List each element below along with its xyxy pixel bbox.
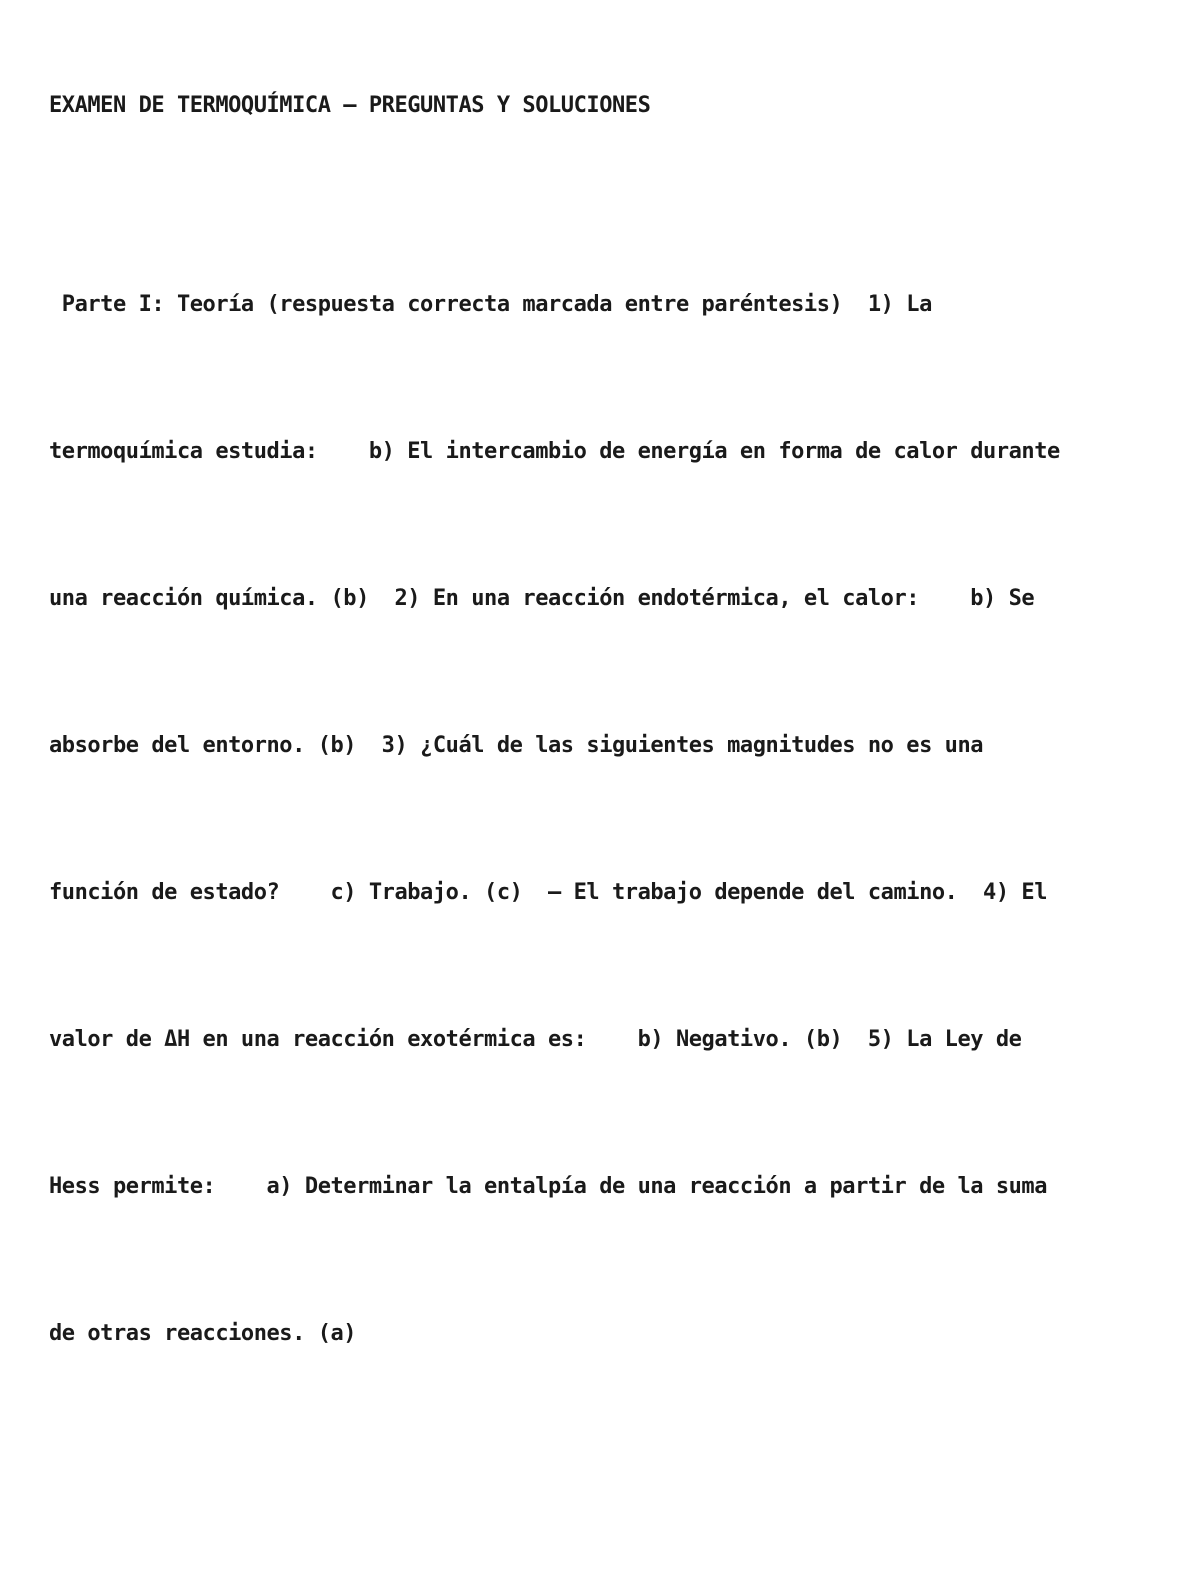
body-line: de otras reacciones. (a)	[49, 1321, 357, 1346]
body-line: Hess permite: a) Determinar la entalpía de una reacción a partir de la suma	[49, 1174, 1048, 1199]
body-line: Parte I: Teoría (respuesta correcta marcada entre paréntesis) 1) La	[49, 292, 932, 317]
body-line: absorbe del entorno. (b) 3) ¿Cuál de las siguientes magnitudes no es una	[49, 733, 984, 758]
body-line: función de estado? c) Trabajo. (c) — El trabajo depende del camino. 4) El	[49, 880, 1048, 905]
document-title: EXAMEN DE TERMOQUÍMICA — PREGUNTAS Y SOLUCIONES	[49, 93, 651, 118]
body-line: valor de ΔH en una reacción exotérmica es: b) Negativo. (b) 5) La Ley de	[49, 1027, 1022, 1052]
document-body	[49, 182, 1189, 1456]
body-line: una reacción química. (b) 2) En una reacción endotérmica, el calor: b) Se	[49, 586, 1035, 611]
body-line: termoquímica estudia: b) El intercambio de energía en forma de calor durante	[49, 439, 1060, 464]
